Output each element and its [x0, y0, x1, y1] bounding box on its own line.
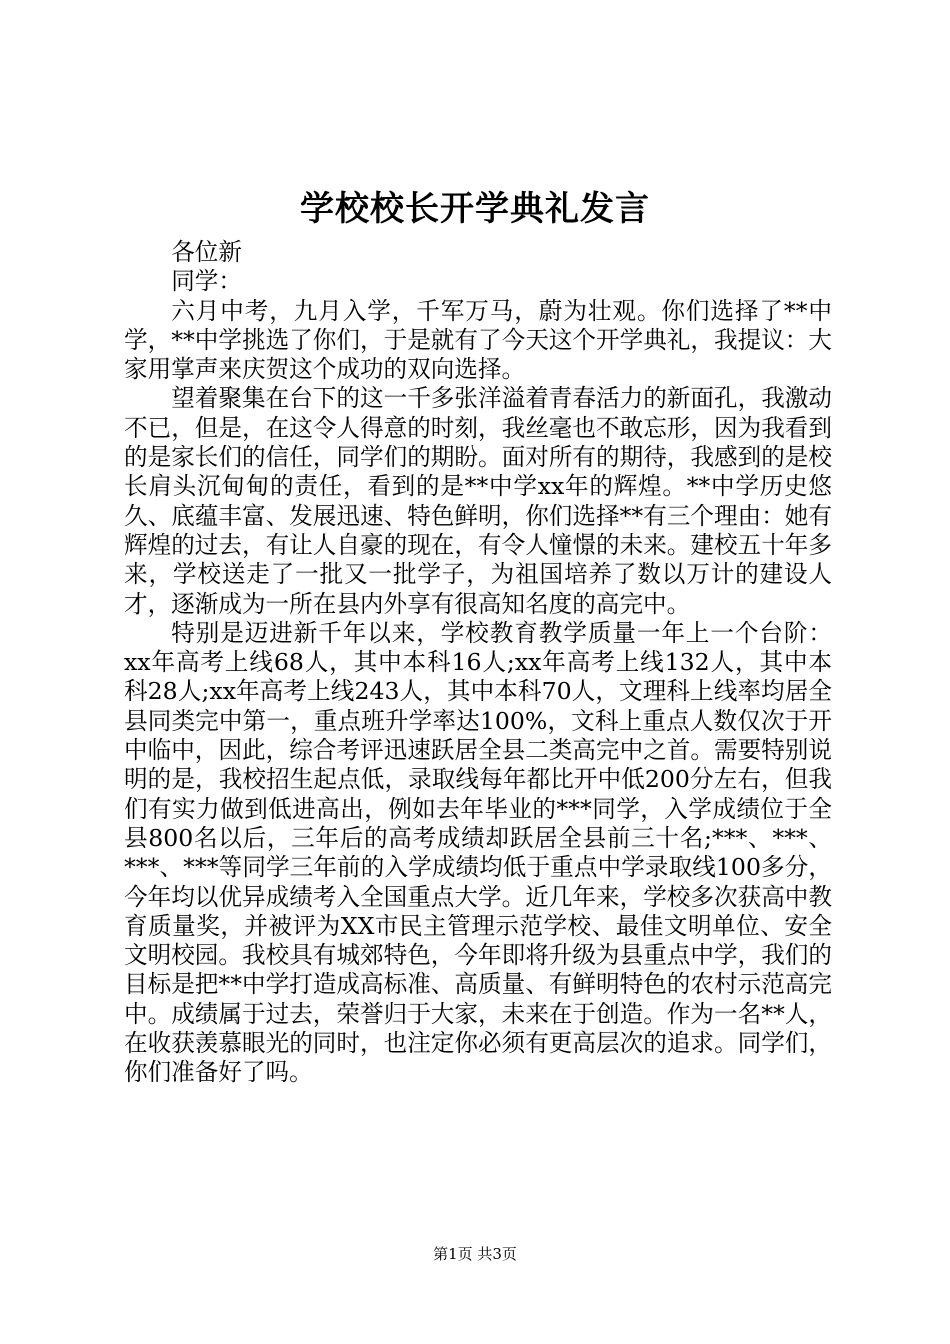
document-body	[124, 238, 832, 1088]
salutation-line-2: 同学：	[171, 267, 242, 296]
salutation-line-1: 各位新	[171, 238, 242, 266]
paragraph-1: 六月中考，九月入学，千军万马，蔚为壮观。你们选择了**中学，**中学挑选了你们，于是就有了今天这个开学典礼，我提议：大家用掌声来庆贺这个成功的双向选择。	[124, 296, 832, 384]
paragraph-2: 望着聚集在台下的这一千多张洋溢着青春活力的新面孔，我激动不已，但是，在这令人得意的时刻，我丝毫也不敢忘形，因为我看到的是家长们的信任，同学们的期盼。面对所有的期待，我感到的是校长肩头沉甸甸的责任，看到的是**中学xx年的辉煌。**中学历史悠久、底蕴丰富、发展迅速、特色鲜明，你们选择**有三个理由：她有辉煌的过去，有让人自豪的现在，有令人憧憬的未来。建校五十年多来，学校送走了一批又一批学子，为祖国培养了数以万计的建设人才，逐渐成为一所在县内外享有很高知名度的高完中。	[124, 384, 832, 618]
page-footer: 第1页 共3页	[433, 1245, 517, 1263]
paragraph-3: 特别是迈进新千年以来，学校教育教学质量一年上一个台阶：xx年高考上线68人，其中本科16人;xx年高考上线132人，其中本科28人;xx年高考上线243人，其中本科70人，文理科上线率均居全县同类完中第一，重点班升学率达100%，文科上重点人数仅次于开中临中，因此，综合考评迅速跃居全县二类高完中之首。需要特别说明的是，我校招生起点低，录取线每年都比开中低200分左右，但我们有实力做到低进高出，例如去年毕业的***同学，入学成绩位于全县800名以后，三年后的高考成绩却跃居全县前三十名;***、***、***、***等同学三年前的入学成绩均低于重点中学录取线100多分，今年均以优异成绩考入全国重点大学。近几年来，学校多次获高中教育质量奖，并被评为XX市民主管理示范学校、最佳文明单位、安全文明校园。我校具有城郊特色，今年即将升级为县重点中学，我们的目标是把**中学打造成高标准、高质量、有鲜明特色的农村示范高完中。成绩属于过去，荣誉归于大家，未来在于创造。作为一名**人，在收获羡慕眼光的同时，也注定你必须有更高层次的追求。同学们，你们准备好了吗。	[124, 618, 832, 1087]
document-title: 学校校长开学典礼发言	[300, 189, 650, 229]
